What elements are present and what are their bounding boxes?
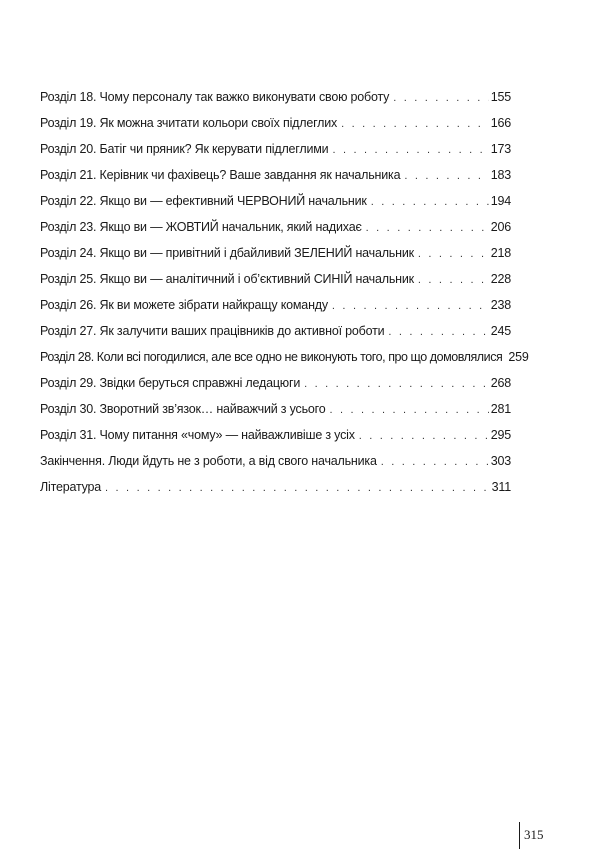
toc-entry [40, 324, 511, 350]
toc-entry-page: 238 [490, 298, 511, 312]
toc-entry [40, 168, 511, 194]
toc-entry-page: 173 [490, 142, 511, 156]
toc-entry-title: Розділ 27. Як залучити ваших працівників до активної роботи [40, 324, 385, 338]
toc-leader-dots [404, 170, 488, 182]
toc-entry-title: Розділ 29. Звідки беруться справжні ледацюги [40, 376, 301, 390]
toc-entry-title: Розділ 25. Якщо ви — аналітичний і об’єктивний СИНІЙ начальник [40, 272, 414, 286]
toc-entry-title: Розділ 21. Керівник чи фахівець? Ваше завдання як начальника [40, 168, 401, 182]
toc-entry-title: Розділ 22. Якщо ви — ефективний ЧЕРВОНИЙ начальник [40, 194, 367, 208]
toc-entry-page: 218 [490, 246, 511, 260]
table-of-contents [40, 90, 529, 506]
toc-leader-dots [304, 378, 489, 390]
toc-entry [40, 116, 511, 142]
toc-leader-dots [359, 430, 489, 442]
toc-leader-dots [332, 300, 489, 312]
toc-leader-dots [332, 144, 488, 156]
toc-entry-page: 166 [490, 116, 511, 130]
toc-leader-dots [105, 482, 490, 494]
page-number: 315 [524, 827, 544, 842]
toc-entry [40, 194, 511, 220]
toc-entry-title: Розділ 19. Як можна зчитати кольори своїх підлеглих [40, 116, 338, 130]
toc-entry-page: 228 [490, 272, 511, 286]
toc-entry-title: Розділ 23. Якщо ви — ЖОВТИЙ начальник, який надихає [40, 220, 362, 234]
toc-entry [40, 272, 511, 298]
toc-entry-title: Розділ 20. Батіг чи пряник? Як керувати підлеглими [40, 142, 329, 156]
toc-leader-dots [418, 274, 489, 286]
toc-entry-title: Розділ 24. Якщо ви — привітний і дбайливий ЗЕЛЕНИЙ начальник [40, 246, 414, 260]
toc-leader-dots [393, 92, 489, 104]
toc-entry [40, 298, 511, 324]
toc-leader-dots [388, 326, 488, 338]
toc-entry-title: Розділ 26. Як ви можете зібрати найкращу команду [40, 298, 328, 312]
toc-entry [40, 246, 511, 272]
toc-entry-page: 311 [491, 480, 511, 494]
toc-entry [40, 90, 511, 116]
toc-entry [40, 454, 511, 480]
toc-entry [40, 350, 529, 376]
toc-leader-dots [371, 196, 489, 208]
toc-entry-page: 155 [490, 90, 511, 104]
toc-entry [40, 376, 511, 402]
toc-leader-dots [418, 248, 489, 260]
toc-entry-page: 303 [490, 454, 511, 468]
toc-entry-page: 183 [490, 168, 511, 182]
toc-entry-title: Розділ 30. Зворотний зв’язок… найважчий з усього [40, 402, 326, 416]
toc-entry [40, 480, 511, 506]
toc-leader-dots [341, 118, 489, 130]
page-number-divider [519, 822, 520, 849]
toc-entry-title: Закінчення. Люди йдуть не з роботи, а від свого начальника [40, 454, 377, 468]
toc-entry-title: Розділ 31. Чому питання «чому» — найважливіше з усіх [40, 428, 355, 442]
toc-entry [40, 428, 511, 454]
toc-entry-page: 259 [508, 350, 529, 364]
toc-entry-page: 268 [490, 376, 511, 390]
toc-entry-title: Література [40, 480, 102, 494]
toc-entry-page: 206 [490, 220, 511, 234]
toc-entry-page: 194 [490, 194, 511, 208]
toc-leader-dots [329, 404, 488, 416]
toc-entry-page: 245 [490, 324, 511, 338]
toc-entry [40, 142, 511, 168]
toc-entry-page: 295 [490, 428, 511, 442]
toc-leader-dots [366, 222, 489, 234]
toc-leader-dots [381, 456, 489, 468]
toc-entry [40, 220, 511, 246]
toc-entry-title: Розділ 18. Чому персоналу так важко виконувати свою роботу [40, 90, 390, 104]
toc-entry-page: 281 [490, 402, 511, 416]
toc-entry [40, 402, 511, 428]
toc-entry-title: Розділ 28. Коли всі погодилися, але все одно не виконують того, про що домовлялися [40, 350, 503, 364]
